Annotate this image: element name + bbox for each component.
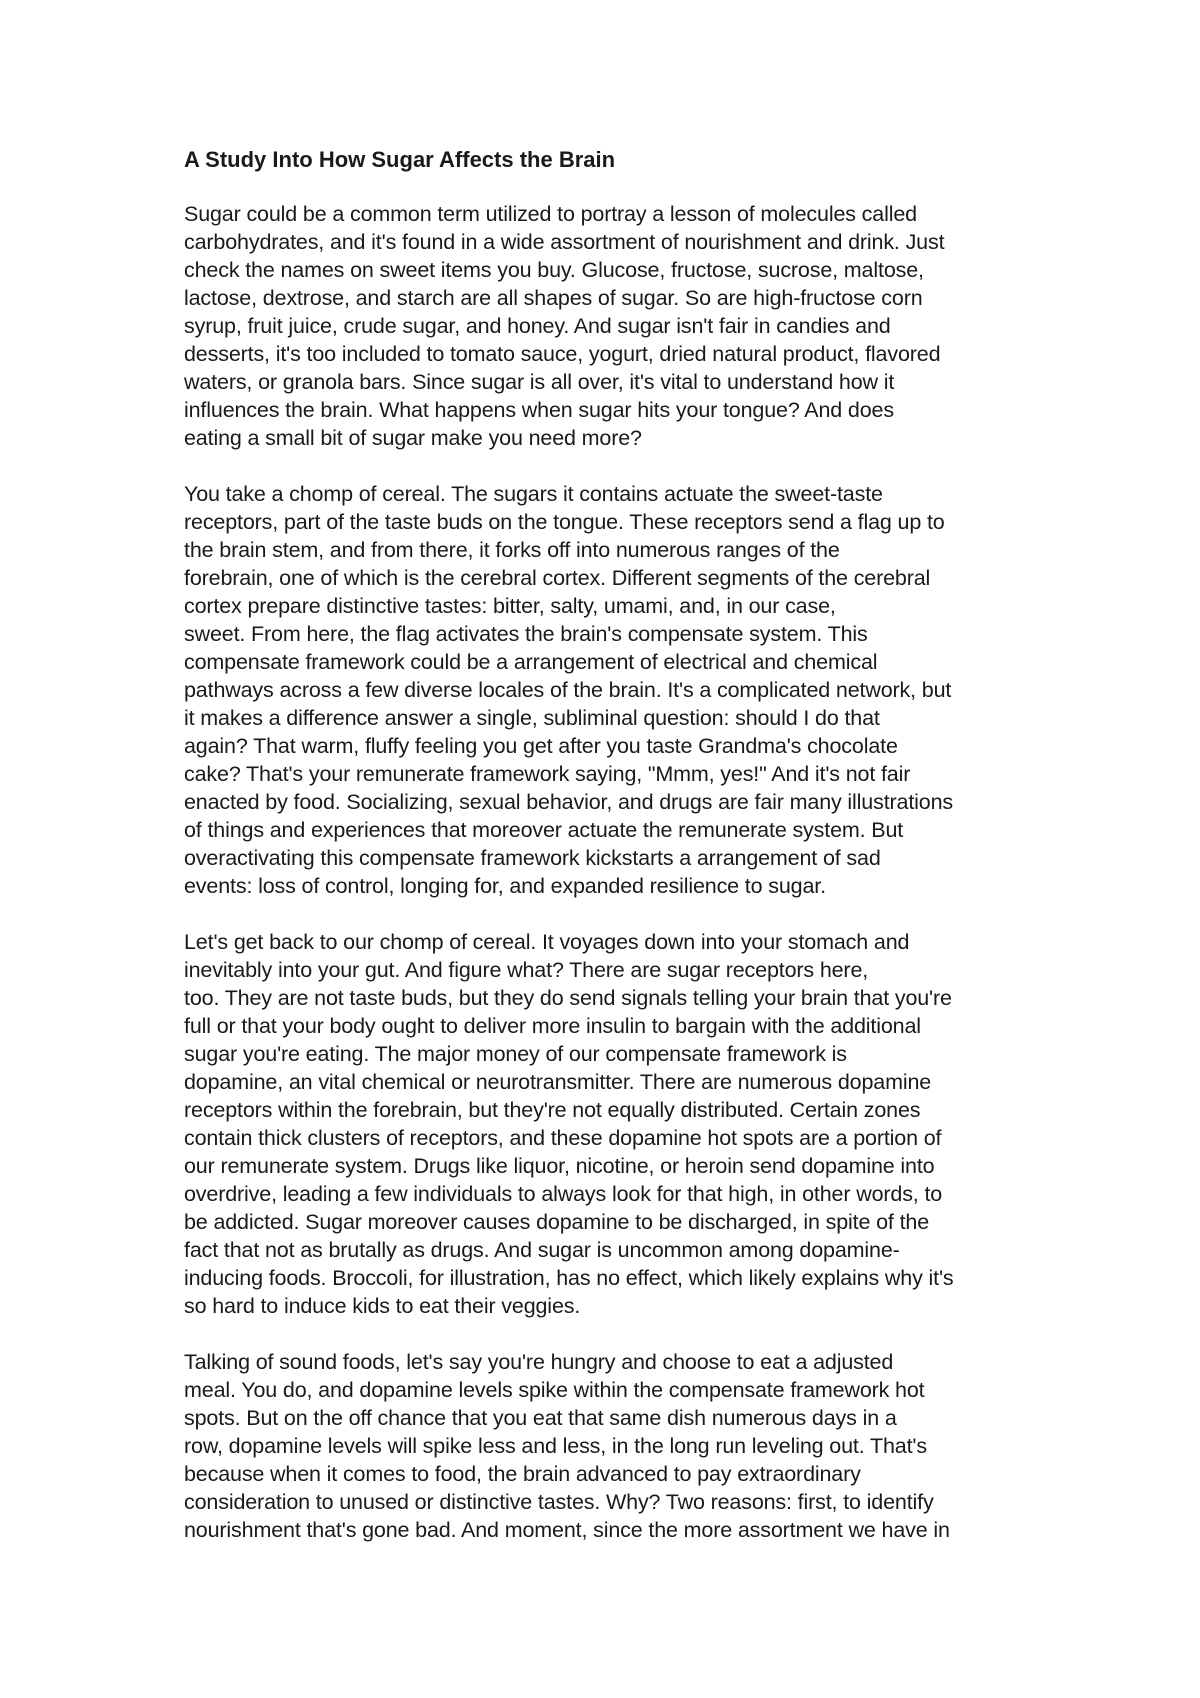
paragraph-line: check the names on sweet items you buy. Glucose, fructose, sucrose, maltose, — [184, 258, 924, 282]
paragraph-line: events: loss of control, longing for, and expanded resilience to sugar. — [184, 874, 826, 898]
paragraph-line: Talking of sound foods, let's say you're hungry and choose to eat a adjusted — [184, 1350, 894, 1374]
paragraph — [184, 928, 1024, 1320]
paragraphs-container — [184, 200, 1024, 1544]
paragraph-line: syrup, fruit juice, crude sugar, and honey. And sugar isn't fair in candies and — [184, 314, 891, 338]
document-title: A Study Into How Sugar Affects the Brain — [184, 147, 616, 172]
paragraph — [184, 1348, 1024, 1544]
paragraph — [184, 200, 1024, 452]
paragraph-line: our remunerate system. Drugs like liquor, nicotine, or heroin send dopamine into — [184, 1154, 935, 1178]
paragraph-line: consideration to unused or distinctive tastes. Why? Two reasons: first, to identify — [184, 1490, 934, 1514]
paragraph-line: meal. You do, and dopamine levels spike within the compensate framework hot — [184, 1378, 925, 1402]
paragraph-line: desserts, it's too included to tomato sauce, yogurt, dried natural product, flavored — [184, 342, 941, 366]
paragraph-line: row, dopamine levels will spike less and less, in the long run leveling out. That's — [184, 1434, 927, 1458]
paragraph-line: lactose, dextrose, and starch are all shapes of sugar. So are high-fructose corn — [184, 286, 923, 310]
paragraph-line: contain thick clusters of receptors, and these dopamine hot spots are a portion of — [184, 1126, 942, 1150]
paragraph-line: pathways across a few diverse locales of the brain. It's a complicated network, but — [184, 678, 952, 702]
paragraph-line: receptors within the forebrain, but they're not equally distributed. Certain zones — [184, 1098, 921, 1122]
paragraph-line: influences the brain. What happens when sugar hits your tongue? And does — [184, 398, 894, 422]
paragraph-line: full or that your body ought to deliver more insulin to bargain with the additional — [184, 1014, 921, 1038]
paragraph-line: because when it comes to food, the brain advanced to pay extraordinary — [184, 1462, 861, 1486]
paragraph-line: spots. But on the off chance that you eat that same dish numerous days in a — [184, 1406, 897, 1430]
paragraph-line: sweet. From here, the flag activates the brain's compensate system. This — [184, 622, 868, 646]
paragraph-line: so hard to induce kids to eat their veggies. — [184, 1294, 581, 1318]
paragraph-line: cake? That's your remunerate framework saying, "Mmm, yes!" And it's not fair — [184, 762, 911, 786]
paragraph-line: nourishment that's gone bad. And moment, since the more assortment we have in — [184, 1518, 950, 1542]
paragraph-line: Sugar could be a common term utilized to portray a lesson of molecules called — [184, 202, 917, 226]
paragraph-line: too. They are not taste buds, but they do send signals telling your brain that you're — [184, 986, 952, 1010]
paragraph-line: again? That warm, fluffy feeling you get after you taste Grandma's chocolate — [184, 734, 898, 758]
paragraph-line: inducing foods. Broccoli, for illustration, has no effect, which likely explains why it's — [184, 1266, 954, 1290]
paragraph-line: overdrive, leading a few individuals to always look for that high, in other words, to — [184, 1182, 943, 1206]
paragraph-line: sugar you're eating. The major money of our compensate framework is — [184, 1042, 847, 1066]
document-body — [184, 146, 1024, 1572]
paragraph-line: of things and experiences that moreover actuate the remunerate system. But — [184, 818, 904, 842]
paragraph-line: overactivating this compensate framework kickstarts a arrangement of sad — [184, 846, 881, 870]
paragraph-line: cortex prepare distinctive tastes: bitter, salty, umami, and, in our case, — [184, 594, 836, 618]
paragraph-line: fact that not as brutally as drugs. And sugar is uncommon among dopamine- — [184, 1238, 900, 1262]
paragraph — [184, 480, 1024, 900]
paragraph-line: forebrain, one of which is the cerebral cortex. Different segments of the cerebral — [184, 566, 931, 590]
paragraph-line: enacted by food. Socializing, sexual behavior, and drugs are fair many illustrations — [184, 790, 954, 814]
paragraph-line: be addicted. Sugar moreover causes dopamine to be discharged, in spite of the — [184, 1210, 930, 1234]
paragraph-line: eating a small bit of sugar make you need more? — [184, 426, 642, 450]
paragraph-line: Let's get back to our chomp of cereal. It voyages down into your stomach and — [184, 930, 910, 954]
paragraph-line: it makes a difference answer a single, subliminal question: should I do that — [184, 706, 880, 730]
paragraph-line: dopamine, an vital chemical or neurotransmitter. There are numerous dopamine — [184, 1070, 932, 1094]
paragraph-line: inevitably into your gut. And figure what? There are sugar receptors here, — [184, 958, 869, 982]
paragraph-line: waters, or granola bars. Since sugar is all over, it's vital to understand how it — [184, 370, 895, 394]
paragraph-line: the brain stem, and from there, it forks off into numerous ranges of the — [184, 538, 840, 562]
paragraph-line: carbohydrates, and it's found in a wide assortment of nourishment and drink. Just — [184, 230, 945, 254]
paragraph-line: You take a chomp of cereal. The sugars it contains actuate the sweet-taste — [184, 482, 883, 506]
paragraph-line: compensate framework could be a arrangement of electrical and chemical — [184, 650, 878, 674]
paragraph-line: receptors, part of the taste buds on the tongue. These receptors send a flag up to — [184, 510, 945, 534]
